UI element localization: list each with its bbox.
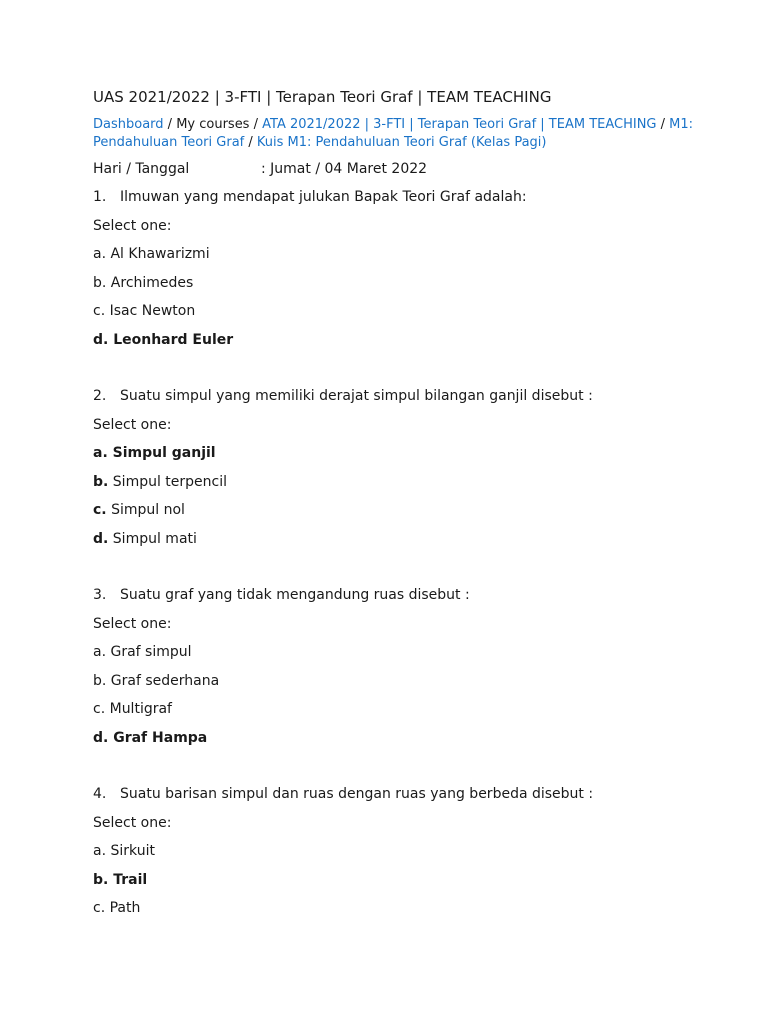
- answer-option[interactable]: [93, 672, 733, 690]
- question-number: 4.: [93, 786, 107, 802]
- option-text: Leonhard Euler: [113, 331, 234, 348]
- select-one-label: Select one:: [93, 615, 172, 632]
- option-letter: d.: [93, 729, 109, 746]
- breadcrumb-module-part2: Pendahuluan Teori Graf: [93, 135, 245, 150]
- breadcrumb-separator: /: [249, 117, 263, 132]
- question-text: [93, 586, 733, 604]
- breadcrumb-separator: /: [656, 117, 670, 132]
- question-prompt: Ilmuwan yang mendapat julukan Bapak Teori Graf adalah:: [120, 189, 527, 205]
- option-text: Simpul mati: [112, 530, 197, 547]
- option-letter: a.: [93, 246, 107, 262]
- question-text: [93, 785, 733, 803]
- option-text: Simpul nol: [111, 502, 185, 518]
- question-prompt: Suatu simpul yang memiliki derajat simpul bilangan ganjil disebut :: [120, 388, 593, 404]
- breadcrumb-dashboard-link[interactable]: Dashboard: [93, 117, 164, 132]
- option-letter: d.: [93, 331, 109, 348]
- option-text: Path: [109, 900, 141, 916]
- question-text: [93, 387, 733, 405]
- option-letter: c.: [93, 900, 106, 916]
- option-letter: c.: [93, 303, 106, 319]
- option-text: Graf simpul: [110, 644, 192, 660]
- option-text: Isac Newton: [109, 303, 196, 319]
- answer-option-selected[interactable]: [93, 871, 733, 889]
- breadcrumb-module-part1: M1:: [669, 117, 694, 132]
- option-letter: a.: [93, 843, 107, 859]
- breadcrumb-separator: /: [163, 117, 177, 132]
- answer-option[interactable]: [93, 501, 733, 519]
- option-text: Simpul terpencil: [112, 473, 228, 490]
- answer-option[interactable]: [93, 700, 733, 718]
- answer-option-selected[interactable]: [93, 444, 733, 462]
- option-letter: d.: [93, 530, 109, 547]
- question-spacer: [93, 359, 733, 387]
- option-letter: b.: [93, 473, 109, 490]
- option-text: Al Khawarizmi: [110, 246, 210, 262]
- breadcrumb-quiz-link[interactable]: Kuis M1: Pendahuluan Teori Graf (Kelas Pagi): [256, 135, 547, 150]
- question-spacer: [93, 558, 733, 586]
- answer-option[interactable]: [93, 302, 733, 320]
- answer-option[interactable]: [93, 245, 733, 263]
- answer-option[interactable]: [93, 530, 733, 548]
- breadcrumb-separator: /: [244, 135, 257, 150]
- document-page: [93, 86, 733, 928]
- option-letter: a.: [93, 445, 108, 461]
- option-letter: b.: [93, 274, 107, 291]
- option-text: Graf Hampa: [113, 729, 208, 746]
- option-letter: a.: [93, 644, 107, 660]
- option-text: Simpul ganjil: [112, 445, 216, 461]
- select-one-label: Select one:: [93, 814, 172, 831]
- question-block-2: [93, 387, 733, 548]
- question-number: 2.: [93, 388, 107, 404]
- question-number: 1.: [93, 189, 107, 205]
- option-letter: c.: [93, 701, 106, 717]
- date-row: [93, 160, 733, 178]
- option-text: Multigraf: [109, 701, 172, 717]
- breadcrumb-my-courses: My courses: [176, 117, 250, 132]
- select-one-label: Select one:: [93, 416, 172, 433]
- answer-option[interactable]: [93, 274, 733, 292]
- question-prompt: Suatu graf yang tidak mengandung ruas disebut :: [120, 587, 470, 603]
- date-value: : Jumat / 04 Maret 2022: [261, 161, 428, 177]
- date-label: Hari / Tanggal: [93, 161, 190, 177]
- breadcrumb-course-link[interactable]: ATA 2021/2022 | 3-FTI | Terapan Teori Graf | TEAM TEACHING: [262, 117, 657, 132]
- question-number: 3.: [93, 587, 107, 603]
- select-one-label: Select one:: [93, 217, 172, 234]
- option-text: Trail: [113, 871, 148, 888]
- answer-option-selected[interactable]: [93, 729, 733, 747]
- question-spacer: [93, 757, 733, 785]
- question-prompt: Suatu barisan simpul dan ruas dengan ruas yang berbeda disebut :: [120, 786, 594, 802]
- question-block-1: [93, 188, 733, 349]
- answer-option[interactable]: [93, 643, 733, 661]
- option-letter: b.: [93, 871, 109, 888]
- page-title: UAS 2021/2022 | 3-FTI | Terapan Teori Graf | TEAM TEACHING: [93, 88, 552, 106]
- answer-option[interactable]: [93, 899, 733, 917]
- option-text: Archimedes: [110, 274, 194, 291]
- question-block-3: [93, 586, 733, 747]
- option-text: Graf sederhana: [110, 672, 220, 689]
- breadcrumb: [93, 116, 733, 152]
- option-letter: b.: [93, 672, 107, 689]
- question-text: [93, 188, 733, 206]
- option-text: Sirkuit: [110, 843, 155, 859]
- answer-option[interactable]: [93, 842, 733, 860]
- question-block-4: [93, 785, 733, 917]
- answer-option[interactable]: [93, 473, 733, 491]
- option-letter: c.: [93, 502, 107, 518]
- answer-option-selected[interactable]: [93, 331, 733, 349]
